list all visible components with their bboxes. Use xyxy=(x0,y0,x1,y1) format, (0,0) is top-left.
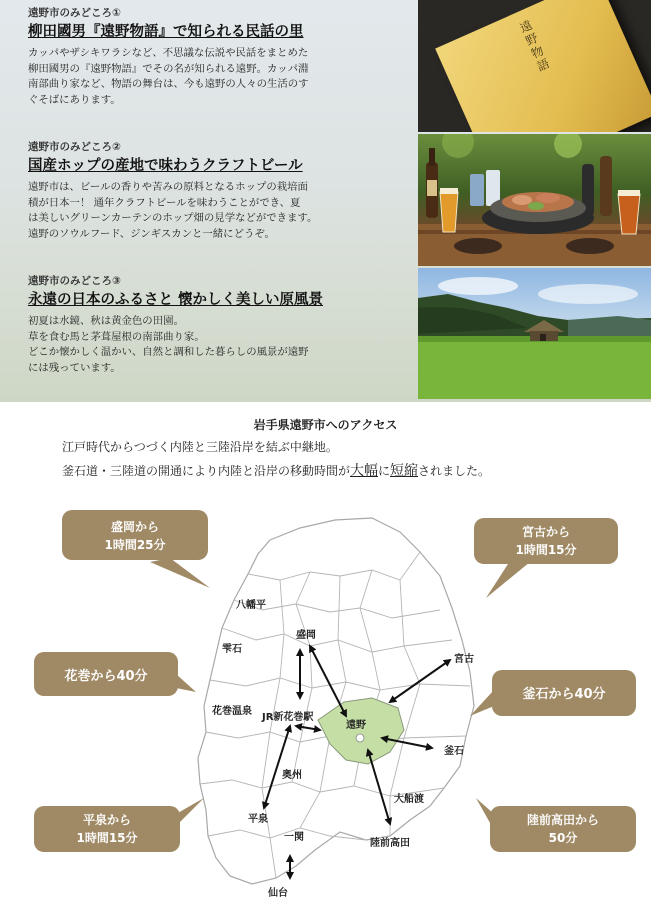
section-title: 柳田國男『遠野物語』で知られる民話の里 xyxy=(28,24,304,40)
section-label: 遠野市のみどころ② xyxy=(28,141,121,153)
access-description-2 xyxy=(62,460,490,480)
place-label: 仙台 xyxy=(268,888,288,899)
rice-field-landscape-photo xyxy=(418,268,651,399)
bubble-hiraizumi xyxy=(34,798,204,852)
body-line: ぐそばにあります。 xyxy=(28,93,121,106)
section-body xyxy=(28,314,408,376)
body-line: は美しいグリーンカーテンのホップ畑の見学などができます。 xyxy=(28,212,318,224)
access-text: 釜石道・三陸道の開通により内陸と沿岸の移動時間が xyxy=(62,464,351,478)
place-label: 大船渡 xyxy=(394,794,424,805)
place-label: 花巻温泉 xyxy=(212,706,252,717)
body-line: 柳田國男の『遠野物語』でその名が知られる遠野。カッパ淵 xyxy=(28,62,309,75)
highlights-panel xyxy=(0,0,651,402)
place-label: JR新花巻駅 xyxy=(262,712,314,723)
tono-monogatari-book-photo xyxy=(418,0,651,132)
body-line: 南部曲り家など、物語の舞台は、今も遠野の人々の生活のす xyxy=(28,78,309,90)
place-label: 宮古 xyxy=(454,654,474,665)
access-emphasis: 大幅 xyxy=(350,463,379,479)
body-line: 初夏は水鏡、秋は黄金色の田園。 xyxy=(28,315,184,327)
tono-marker xyxy=(356,734,364,742)
place-label: 雫石 xyxy=(222,644,242,655)
bubble-text: 1時間15分 xyxy=(76,831,138,845)
place-label: 一関 xyxy=(284,832,304,843)
body-line: 遠野のソウルフード、ジンギスカンと一緒にどうぞ。 xyxy=(28,227,275,240)
iwate-access-map xyxy=(0,480,651,915)
bubble-text: 盛岡から xyxy=(110,520,160,534)
book-title: 遠野物語 xyxy=(517,17,552,74)
bubble-text: 平泉から xyxy=(82,813,132,827)
bubble-text: 宮古から xyxy=(521,525,571,539)
bubble-miyako xyxy=(474,518,618,598)
bubble-text: 陸前高田から xyxy=(526,813,600,827)
bubble-text: 1時間15分 xyxy=(515,543,577,557)
bubble-morioka xyxy=(62,510,210,588)
body-line: 草を食む馬と茅葺屋根の南部曲り家。 xyxy=(28,330,205,343)
body-line: 積が日本一！ 通年クラフトビールを味わうことができ、夏 xyxy=(28,196,301,209)
place-label: 八幡平 xyxy=(236,600,266,611)
place-label: 陸前高田 xyxy=(370,838,410,849)
access-description-1: 江戸時代からつづく内陸と三陸沿岸を結ぶ中継地。 xyxy=(62,440,338,454)
beer-illustration xyxy=(418,134,651,266)
bubble-text: 花巻から40分 xyxy=(64,669,148,684)
section-label: 遠野市のみどころ① xyxy=(28,7,121,19)
landscape-illustration xyxy=(418,268,651,399)
place-label: 遠野 xyxy=(346,720,366,731)
place-label: 盛岡 xyxy=(296,630,316,641)
body-line: 遠野市は、ビールの香りや苦みの原料となるホップの栽培面 xyxy=(28,181,308,193)
body-line: どこか懐かしく温かい、自然と調和した暮らしの風景が遠野 xyxy=(28,346,309,358)
section-title: 国産ホップの産地で味わうクラフトビール xyxy=(28,158,303,174)
access-emphasis: 短縮 xyxy=(390,463,419,479)
bubble-text: 釜石から40分 xyxy=(522,687,606,702)
body-line: には残っています。 xyxy=(28,361,121,374)
bubble-kamaishi xyxy=(470,670,636,716)
section-body xyxy=(28,46,408,108)
iwate-prefecture-outline xyxy=(198,518,474,884)
place-label: 奥州 xyxy=(282,770,302,781)
craft-beer-photo xyxy=(418,134,651,266)
place-label: 釜石 xyxy=(444,746,464,757)
body-line: カッパやザシキワラシなど、不思議な伝説や民話をまとめた xyxy=(28,47,309,59)
book xyxy=(435,0,651,132)
section-body xyxy=(28,180,408,242)
place-label: 平泉 xyxy=(248,814,268,825)
bubble-hanamaki xyxy=(34,652,196,696)
bubble-text: 1時間25分 xyxy=(104,538,166,552)
bubble-rikuzentakata xyxy=(476,798,636,852)
access-text: されました。 xyxy=(418,464,491,478)
section-label: 遠野市のみどころ③ xyxy=(28,275,121,287)
bubble-text: 50分 xyxy=(548,831,578,845)
access-title: 岩手県遠野市へのアクセス xyxy=(253,418,398,432)
section-title: 永遠の日本のふるさと 懐かしく美しい原風景 xyxy=(28,292,324,308)
access-text: に xyxy=(378,464,391,478)
